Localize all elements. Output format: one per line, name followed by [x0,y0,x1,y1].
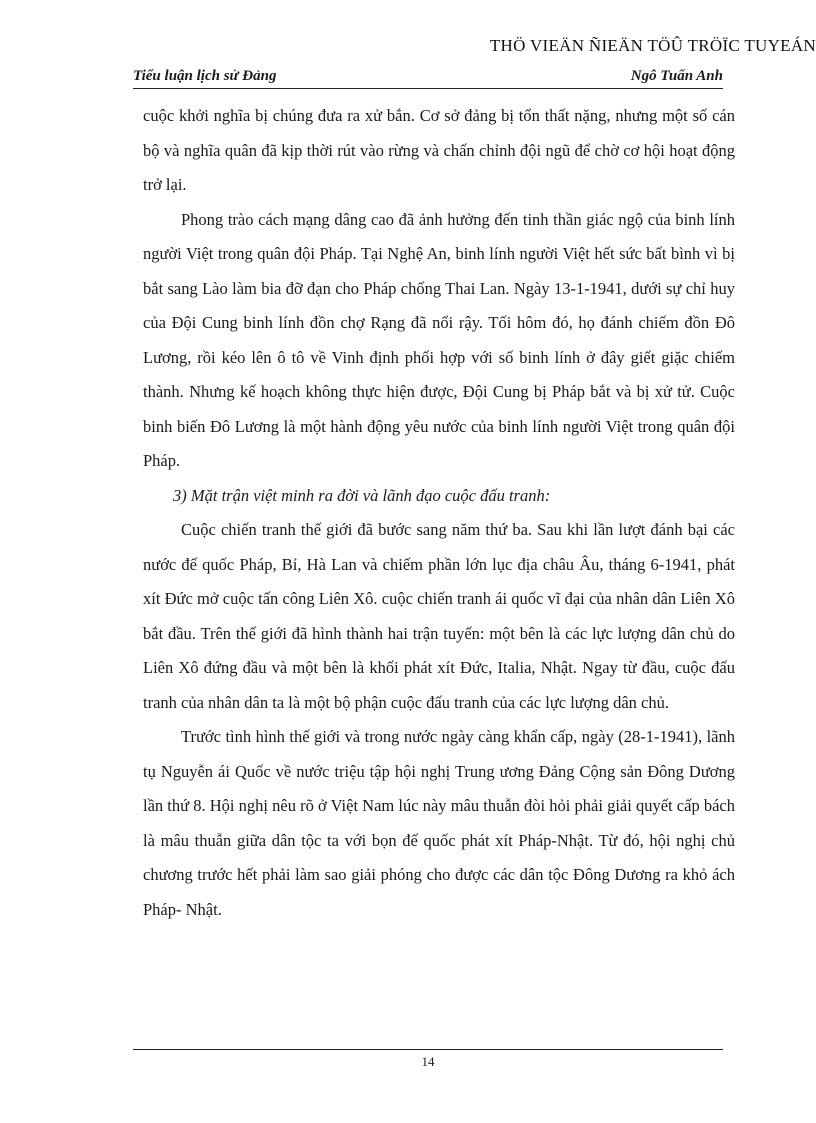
paragraph-do-luong-mutiny: Phong trào cách mạng dâng cao đã ảnh hưởng đến tinh thần giác ngộ của binh lính người Việt trong quân đội Pháp. Tại Nghệ An, binh lính người Việt hết sức bất bình vì bị bắt sang Lào làm bia đỡ đạn cho Pháp chống Thai Lan. Ngày 13-1-1941, dưới sự chỉ huy của Đội Cung binh lính đồn chợ Rạng đã nổi rậy. Tối hôm đó, họ đánh chiếm đồn Đô Lương, rồi kéo lên ô tô về Vinh định phối hợp với số binh lính ở đây giết giặc chiếm thành. Nhưng kế hoạch không thực hiện được, Đội Cung bị Pháp bắt và bị xử tử. Cuộc binh biến Đô Lương là một hành động yêu nước của binh lính người Việt trong quân đội Pháp. [143,209,735,470]
paragraph-continuation: cuộc khởi nghĩa bị chúng đưa ra xử bắn. Cơ sở đảng bị tổn thất nặng, nhưng một số cán bộ và nghĩa quân đã kịp thời rút vào rừng và chấn chỉnh đội ngũ để chờ cơ hội hoạt động trở lại. [143,106,735,194]
body-text [143,99,735,927]
page-number: 14 [421,1054,435,1069]
footer-divider [133,1049,723,1050]
paragraph-eighth-conference: Trước tình hình thế giới và trong nước ngày càng khẩn cấp, ngày (28-1-1941), lãnh tụ Nguyễn ái Quốc về nước triệu tập hội nghị Trung ương Đảng Cộng sản Đông Dương lần thứ 8. Hội nghị nêu rõ ở Việt Nam lúc này mâu thuẫn đòi hỏi phải giải quyết cấp bách là mâu thuẫn giữa dân tộc ta với bọn đế quốc phát xít Pháp-Nhật. Từ đó, hội nghị chủ chương trước hết phải làm sao giải phóng cho được các dân tộc Đông Dương ra khỏ ách Pháp- Nhật. [143,727,735,919]
site-watermark: THÖ VIEÄN ÑIEÄN TÖÛ TRÖÏC TUYEÁN [489,36,816,55]
paragraph-world-war: Cuộc chiến tranh thế giới đã bước sang năm thứ ba. Sau khi lần lượt đánh bại các nước đế quốc Pháp, Bỉ, Hà Lan và chiếm phần lớn lục địa châu Âu, tháng 6-1941, phát xít Đức mở cuộc tấn công Liên Xô. cuộc chiến tranh ái quốc vĩ đại của nhân dân Liên Xô bắt đầu. Trên thế giới đã hình thành hai trận tuyến: một bên là các lực lượng dân chủ do Liên Xô đứng đầu và một bên là khối phát xít Đức, Italia, Nhật. Ngay từ đầu, cuộc đấu tranh của nhân dân ta là một bộ phận cuộc đấu tranh của các lực lượng dân chủ. [143,520,735,712]
header-document-title: Tiểu luận lịch sử Đảng [133,68,277,84]
page-header [133,66,723,89]
section-heading: 3) Mặt trận việt minh ra đời và lãnh đạo cuộc đấu tranh: [173,485,551,505]
header-author: Ngô Tuấn Anh [630,68,723,84]
